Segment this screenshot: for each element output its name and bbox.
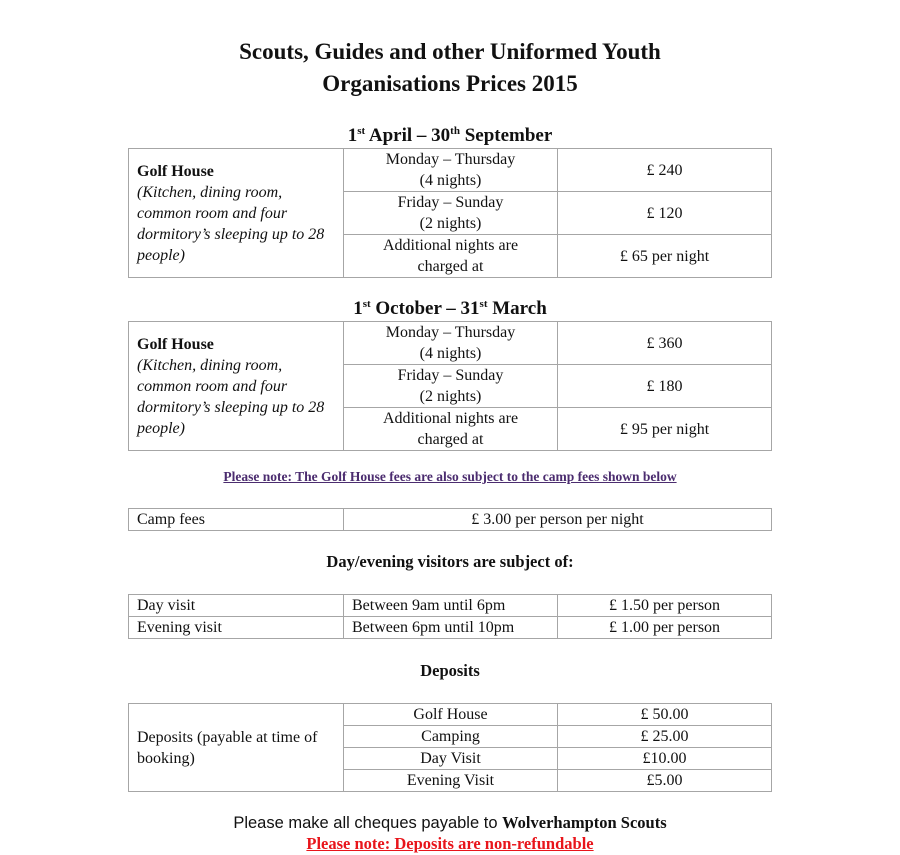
camp-fees-price: £ 3.00 per person per night: [344, 509, 772, 531]
golf-house-cell: [129, 149, 344, 278]
deposit-price: £ 50.00: [558, 704, 772, 726]
cheques-payee: Wolverhampton Scouts: [502, 813, 667, 832]
cheques-prefix: Please make all cheques payable to: [233, 814, 503, 832]
visit-type: Day visit: [129, 595, 344, 617]
title-line-1: Scouts, Guides and other Uniformed Youth: [239, 39, 661, 64]
deposits-heading: Deposits: [420, 661, 480, 680]
heading-part: October – 31: [370, 298, 480, 319]
price-cell: £ 95 per night: [558, 408, 772, 451]
winter-price-table: [128, 321, 772, 451]
ordinal-suffix: th: [450, 125, 460, 137]
summer-season-heading: [0, 125, 900, 147]
period-line: Monday – Thursday: [385, 324, 516, 341]
heading-part: March: [487, 298, 547, 319]
visit-price: £ 1.00 per person: [558, 617, 772, 639]
period-cell: [344, 149, 558, 192]
house-name: Golf House: [137, 335, 214, 353]
visit-price: £ 1.50 per person: [558, 595, 772, 617]
heading-part: April – 30: [365, 125, 451, 146]
visit-time: Between 9am until 6pm: [344, 595, 558, 617]
period-cell: [344, 235, 558, 278]
period-line: (2 nights): [419, 215, 482, 232]
visitors-heading: Day/evening visitors are subject of:: [326, 552, 574, 571]
winter-season-heading: [0, 298, 900, 320]
visit-time: Between 6pm until 10pm: [344, 617, 558, 639]
visit-type: Evening visit: [129, 617, 344, 639]
table-row: [129, 617, 772, 639]
period-line: (4 nights): [419, 172, 482, 189]
summer-price-table: [128, 148, 772, 278]
page-title: [0, 36, 900, 100]
period-cell: [344, 322, 558, 365]
heading-part: September: [459, 125, 553, 146]
period-line: Additional nights are: [382, 237, 519, 254]
non-refundable-warning: Please note: Deposits are non-refundable: [306, 834, 594, 853]
golf-house-camp-fee-note: Please note: The Golf House fees are also subject to the camp fees shown below: [223, 469, 677, 484]
ordinal-suffix: st: [362, 298, 371, 310]
price-cell: £ 240: [558, 149, 772, 192]
price-cell: £ 360: [558, 322, 772, 365]
period-line: charged at: [417, 431, 484, 448]
price-cell: £ 65 per night: [558, 235, 772, 278]
period-line: Additional nights are: [382, 410, 519, 427]
heading-part: 1: [353, 298, 363, 319]
period-line: Friday – Sunday: [397, 367, 504, 384]
period-line: charged at: [417, 258, 484, 275]
ordinal-suffix: st: [357, 125, 366, 137]
deposits-label: Deposits (payable at time of booking): [129, 704, 344, 792]
cheques-instruction: [0, 813, 900, 833]
period-cell: [344, 365, 558, 408]
title-line-2: Organisations Prices 2015: [322, 71, 578, 96]
visitors-table: [128, 594, 772, 639]
deposit-item: Evening Visit: [344, 770, 558, 792]
deposit-item: Camping: [344, 726, 558, 748]
price-cell: £ 120: [558, 192, 772, 235]
house-description: (Kitchen, dining room, common room and four dormitory’s sleeping up to 28 people): [137, 183, 325, 264]
table-row: [129, 322, 772, 365]
period-line: (2 nights): [419, 388, 482, 405]
deposit-price: £5.00: [558, 770, 772, 792]
house-name: Golf House: [137, 162, 214, 180]
deposits-table: [128, 703, 772, 792]
period-line: (4 nights): [419, 345, 482, 362]
deposit-item: Golf House: [344, 704, 558, 726]
camp-fees-label: Camp fees: [129, 509, 344, 531]
camp-fees-table: [128, 508, 772, 531]
period-cell: [344, 192, 558, 235]
period-cell: [344, 408, 558, 451]
price-cell: £ 180: [558, 365, 772, 408]
table-row: [129, 149, 772, 192]
table-row: [129, 595, 772, 617]
table-row: [129, 704, 772, 726]
period-line: Monday – Thursday: [385, 151, 516, 168]
heading-part: 1: [347, 125, 358, 146]
deposit-item: Day Visit: [344, 748, 558, 770]
deposit-price: £ 25.00: [558, 726, 772, 748]
period-line: Friday – Sunday: [397, 194, 504, 211]
table-row: [129, 509, 772, 531]
golf-house-cell: [129, 322, 344, 451]
house-description: (Kitchen, dining room, common room and four dormitory’s sleeping up to 28 people): [137, 356, 325, 437]
deposit-price: £10.00: [558, 748, 772, 770]
ordinal-suffix: st: [479, 298, 488, 310]
